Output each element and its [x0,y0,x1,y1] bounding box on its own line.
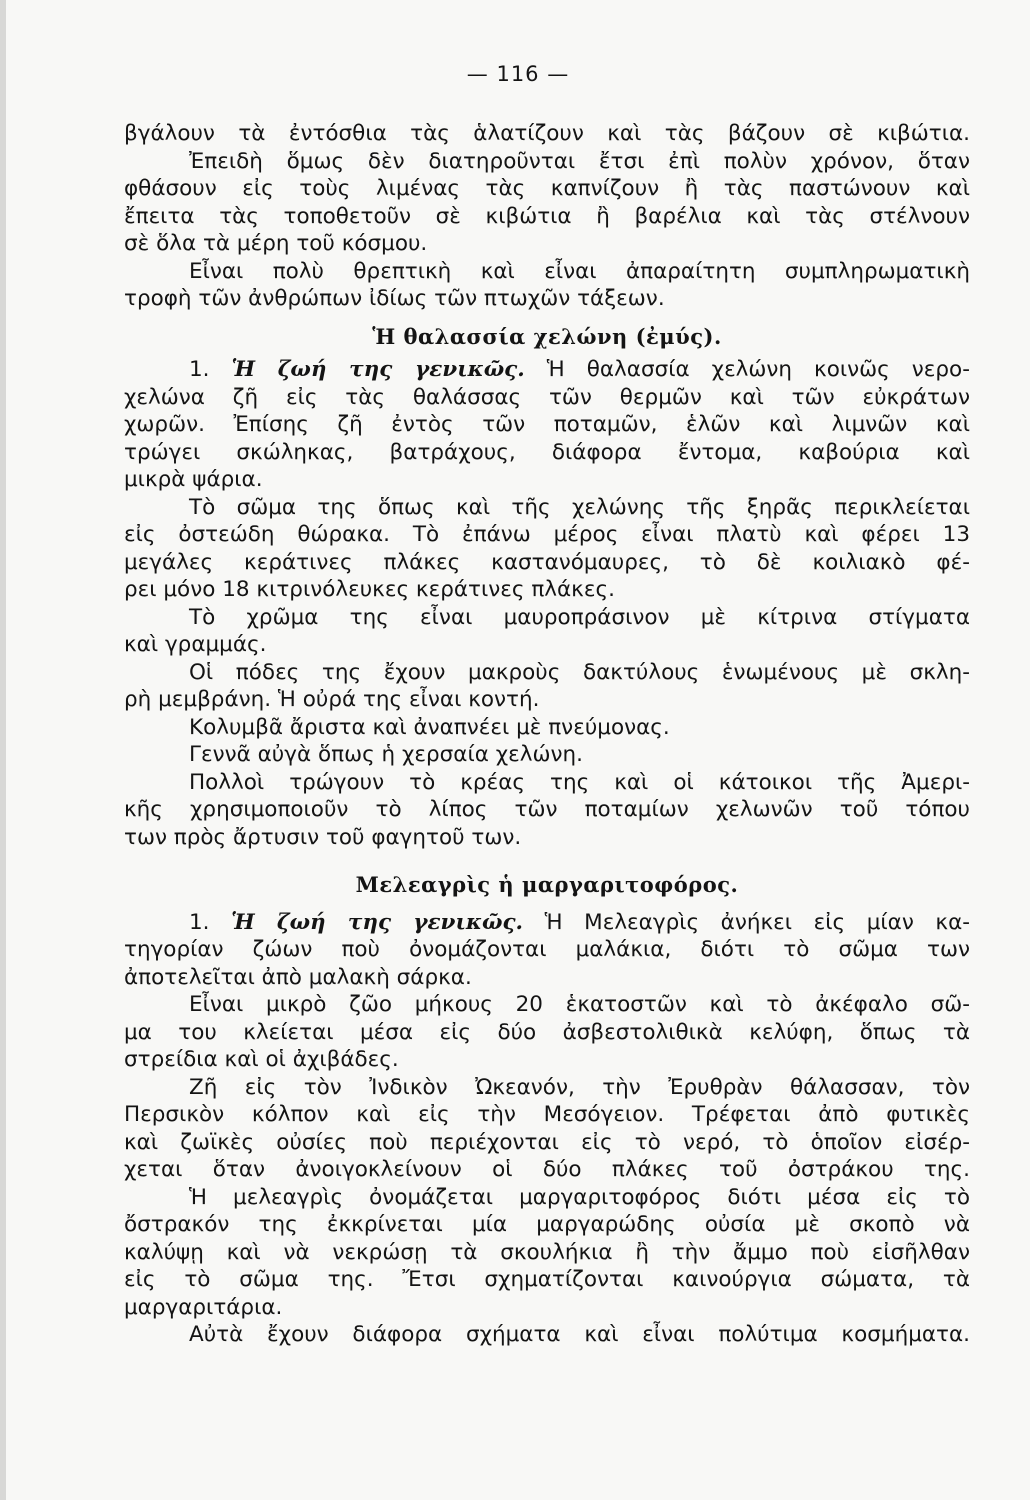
section-heading-pearl-oyster: Μελεαγρὶς ἡ μαργαριτοφόρος. [355,872,739,897]
text-line: καὶ γραμμάς. [124,632,267,657]
section-heading-sea-turtle: Ἡ θαλασσία χελώνη (ἐμύς). [372,323,722,349]
text-line: καλύψῃ καὶ νὰ νεκρώσῃ τὰ σκουλήκια ἢ τὴν ἄμμο ποὺ εἰσῆλθαν [124,1239,970,1265]
text-line: μαργαριτάρια. [124,1294,283,1320]
text-fragment: Ἡ θαλασσία χελώνη κοινῶς νερο- [546,357,970,382]
text-line: των πρὸς ἄρτυσιν τοῦ φαγητοῦ των. [124,824,522,850]
text-line: Οἱ πόδες της ἔχουν μακροὺς δακτύλους ἑνωμένους μὲ σκλη- [189,659,970,685]
text-line: Εἶναι μικρὸ ζῶο μήκους 20 ἑκατοστῶν καὶ τὸ ἀκέφαλο σῶ- [189,992,970,1017]
text-line: φθάσουν εἰς τοὺς λιμένας τὰς καπνίζουν ἢ τὰς παστώνουν καὶ [124,176,970,201]
text-fragment: Ἡ Μελεαγρὶς ἀνήκει εἰς μίαν κα- [544,909,970,935]
text-line: καὶ ζωϊκὲς οὐσίες ποὺ περιέχονται εἰς τὸ νερό, τὸ ὁποῖον εἰσέρ- [124,1129,970,1155]
text-line: Ζῆ εἰς τὸν Ἰνδικὸν Ὠκεανόν, τὴν Ἐρυθρὰν θάλασσαν, τὸν [189,1074,970,1100]
text-line: Τὸ χρῶμα της εἶναι μαυροπράσινον μὲ κίτρινα στίγματα [189,604,970,630]
subsection-title: Ἡ ζωή της γενικῶς. [231,357,525,382]
text-line: Εἶναι πολὺ θρεπτικὴ καὶ εἶναι ἀπαραίτητη συμπληρωματικὴ [189,258,970,284]
text-line: ἔπειτα τὰς τοποθετοῦν σὲ κιβώτια ἢ βαρέλια καὶ τὰς στέλνουν [124,203,970,229]
text-line: ρει μόνο 18 κιτρινόλευκες κεράτινες πλάκες. [124,577,615,602]
page-number: — 116 — [466,62,570,86]
text-line: μικρὰ ψάρια. [124,467,263,492]
text-line [124,356,970,384]
section-number: 1. [189,357,210,382]
text-line: ἀποτελεῖται ἀπὸ μαλακὴ σάρκα. [124,964,472,990]
text-line: Περσικὸν κόλπον καὶ εἰς τὴν Μεσόγειον. Τρέφεται ἀπὸ φυτικὲς [124,1102,970,1127]
text-line: Κολυμβᾶ ἄριστα καὶ ἀναπνέει μὲ πνεύμονας. [189,714,670,740]
text-line: βγάλουν τὰ ἐντόσθια τὰς ἁλατίζουν καὶ τὰς βάζουν σὲ κιβώτια. [124,121,970,146]
text-line: τροφὴ τῶν ἀνθρώπων ἰδίως τῶν πτωχῶν τάξεων. [124,286,665,311]
subsection-title: Ἡ ζωή της γενικῶς. [231,909,524,935]
text-line: σὲ ὅλα τὰ μέρη τοῦ κόσμου. [124,231,428,256]
body-text [124,120,970,1349]
text-line: Αὐτὰ ἔχουν διάφορα σχήματα καὶ εἶναι πολύτιμα κοσμήματα. [189,1322,970,1347]
text-line: χεται ὅταν ἀνοιγοκλείνουν οἱ δύο πλάκες τοῦ ὀστράκου της. [124,1157,970,1182]
text-line: τηγορίαν ζώων ποὺ ὀνομάζονται μαλάκια, διότι τὸ σῶμα των [124,937,970,962]
text-line: στρείδια καὶ οἱ ἀχιβάδες. [124,1047,399,1072]
text-line: χωρῶν. Ἐπίσης ζῆ ἐντὸς τῶν ποταμῶν, ἑλῶν καὶ λιμνῶν καὶ [124,412,970,437]
text-line: μεγάλες κεράτινες πλάκες καστανόμαυρες, τὸ δὲ κοιλιακὸ φέ- [124,549,970,575]
text-line: τρώγει σκώληκας, βατράχους, διάφορα ἔντομα, καβούρια καὶ [124,439,970,465]
text-line [124,909,970,937]
text-line: Γεννᾶ αὐγὰ ὅπως ἡ χερσαία χελώνη. [189,742,583,767]
text-line: Ἐπειδὴ ὅμως δὲν διατηροῦνται ἔτσι ἐπὶ πολὺν χρόνον, ὅταν [189,148,970,174]
text-line: εἰς τὸ σῶμα της. Ἔτσι σχηματίζονται καινούργια σώματα, τὰ [124,1267,970,1292]
text-line: Πολλοὶ τρώγουν τὸ κρέας της καὶ οἱ κάτοικοι τῆς Ἀμερι- [189,769,970,795]
text-line: Ἡ μελεαγρὶς ὀνομάζεται μαργαριτοφόρος διότι μέσα εἰς τὸ [189,1184,970,1210]
text-line: ρὴ μεμβράνη. Ἡ οὐρά της εἶναι κοντή. [124,687,540,712]
text-line: ὄστρακόν της ἐκκρίνεται μία μαργαρώδης οὐσία μὲ σκοπὸ νὰ [124,1212,970,1237]
text-line: μα του κλείεται μέσα εἰς δύο ἀσβεστολιθικὰ κελύφη, ὅπως τὰ [124,1019,970,1045]
text-line: χελώνα ζῆ εἰς τὰς θαλάσσας τῶν θερμῶν καὶ τῶν εὐκράτων [124,384,970,410]
section-number: 1. [189,909,210,935]
text-line: Τὸ σῶμα της ὅπως καὶ τῆς χελώνης τῆς ξηρᾶς περικλείεται [189,494,970,520]
text-line: κῆς χρησιμοποιοῦν τὸ λίπος τῶν ποταμίων χελωνῶν τοῦ τόπου [124,797,970,822]
text-line: εἰς ὀστεώδη θώρακα. Τὸ ἐπάνω μέρος εἶναι πλατὺ καὶ φέρει 13 [124,522,970,547]
